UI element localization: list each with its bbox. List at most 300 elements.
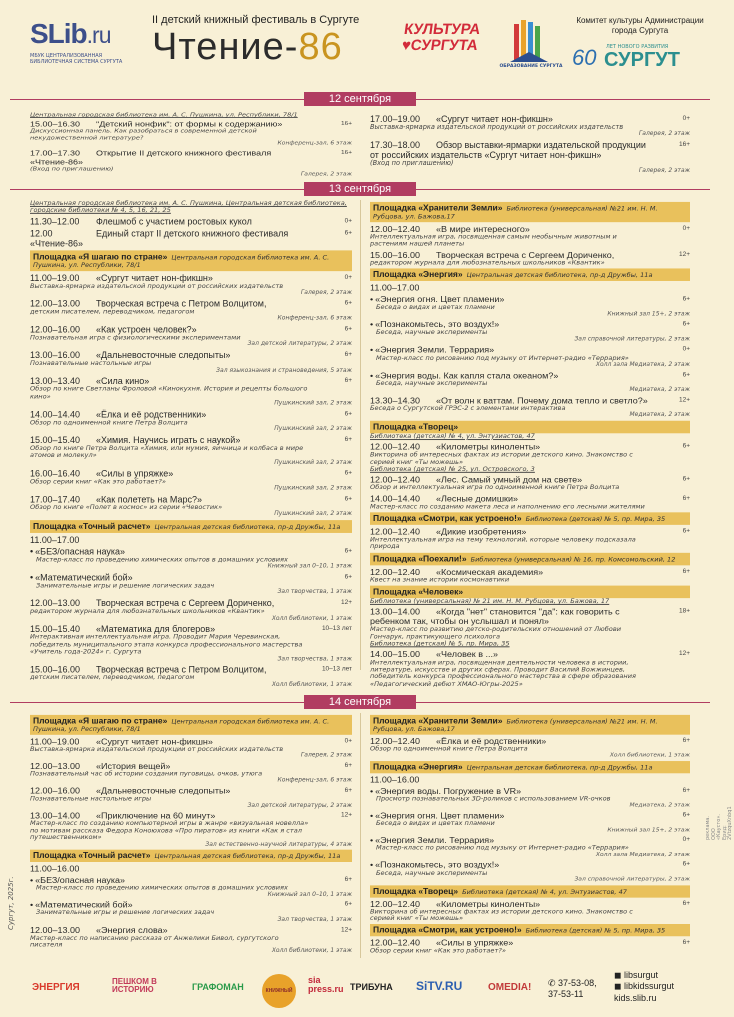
- event-title-line: [30, 864, 312, 874]
- event-item: [370, 320, 690, 343]
- event-location: Зал детской литературы, 2 этаж: [247, 340, 352, 348]
- event-title: «Дальневосточные следопыты»: [96, 350, 231, 361]
- event-title-line: [30, 149, 312, 166]
- event-location: Пушкинский зал, 2 этаж: [274, 510, 352, 518]
- event-time: 12.00–16.00: [30, 786, 81, 796]
- kultura-logo: КУЛЬТУРА ♥СУРГУТА: [400, 21, 482, 54]
- venue-name: Площадка «Человек»: [373, 586, 464, 597]
- event-description: Викторина об интересных фактах из истории детского кино. Знакомство с серией книг «Ты можешь»: [370, 907, 633, 923]
- event-title: «Лесные домишки»: [436, 493, 519, 504]
- event-item: [370, 114, 690, 138]
- event-item: [30, 665, 352, 689]
- slib-logo[interactable]: SLib.ru: [30, 18, 111, 49]
- social-link-tg[interactable]: ◼ libkidssurgut: [614, 981, 675, 992]
- event-location: Книжный зал 0–10, 1 этаж: [267, 891, 352, 898]
- venue-header: [30, 715, 352, 735]
- event-item: [370, 938, 690, 954]
- event-description: Квест на знание истории космонавтики: [370, 575, 510, 584]
- logo-tribuna: ТРИБУНА: [350, 982, 393, 992]
- age-rating: 12+: [678, 650, 690, 658]
- logo-knizhny: КНИЖНЫЙ: [262, 974, 296, 1008]
- event-time: 11.30–12.00: [30, 216, 80, 227]
- event-title: «Математический бой»: [35, 572, 133, 583]
- event-title: «Сургут читает нон-фикшн»: [436, 114, 553, 124]
- event-time: 11.00–19.00: [30, 736, 80, 747]
- event-location: Конференц-зал, 6 этаж: [277, 314, 352, 322]
- event-time: 12.00–12.40: [370, 567, 421, 577]
- event-title: Творческая встреча с Сергеем Дориченко,: [436, 249, 615, 260]
- event-title: «БЕЗ/опасная наука»: [35, 546, 126, 557]
- phone-icon: ✆: [548, 978, 559, 988]
- anniversary-number: 60: [572, 45, 597, 70]
- event-title: «Энергия огня. Цвет пламени»: [375, 294, 505, 305]
- event-item: [370, 650, 690, 688]
- event-description: Мастер-класс по проведению химических опытов в домашних условиях: [36, 555, 288, 564]
- event-location: Холл библиотеки, 1 этаж: [271, 680, 352, 688]
- event-item: [370, 250, 690, 267]
- event-location: Галерея, 2 этаж: [300, 288, 352, 296]
- event-title-line: [370, 283, 650, 293]
- event-description: Обзор по книге Светланы Фроловой «Кинокухня. История и рецепты большого кино»: [30, 385, 308, 401]
- venue-address: Библиотека (универсальная) № 21 им. Н. М. Рубцова, ул. Бажова, 17: [370, 597, 610, 605]
- age-rating: 6+: [682, 475, 690, 483]
- event-location: Зал творчества, 1 этаж: [277, 588, 352, 596]
- event-time: 14.00–14.40: [370, 493, 421, 504]
- event-description: Обзор серии книг «Как это работает?»: [30, 477, 166, 486]
- event-description: Мастер-класс по проведению химических опытов в домашних условиях: [36, 884, 288, 892]
- age-rating: 6+: [344, 325, 352, 333]
- event-title: «Энергия Земли. Террария»: [375, 835, 495, 846]
- event-description: Мастер-класс по созданию макета леса и наполнению его лесными жителями: [370, 502, 645, 511]
- event-description: Беседа о видах и цветах пламени: [376, 303, 495, 312]
- event-title: «Энергия огня. Цвет пламени»: [375, 811, 505, 821]
- event-time: 14.00–15.00: [370, 649, 421, 660]
- venue-address: Библиотека (детская) № 5, пр. Мира, 35: [525, 515, 666, 524]
- event-title: «Математика для блогеров»: [96, 624, 216, 635]
- website-link[interactable]: kids.slib.ru: [614, 992, 657, 1003]
- venue-header: [370, 885, 690, 897]
- age-rating: 0+: [344, 273, 352, 281]
- event-description: Беседа, научные эксперименты: [376, 328, 488, 337]
- date-13: 13 сентября: [304, 182, 416, 196]
- age-rating: 6+: [344, 410, 352, 418]
- date-14: 14 сентября: [304, 695, 416, 709]
- event-time: 11.00–16.00: [370, 775, 420, 785]
- venue-header: [370, 761, 690, 773]
- event-description: Познавательная игра с физиологическими экспериментами: [30, 333, 241, 342]
- event-title-line: [370, 607, 650, 626]
- age-rating: 0+: [344, 217, 352, 225]
- festival-title: Чтение-86: [152, 26, 343, 68]
- event-description: Познавательный час об истории создания пуговицы, очков, утюга: [30, 769, 263, 778]
- event-description: Обзор серии книг «Как это работает?»: [370, 946, 506, 955]
- venue-name: Площадка «Я шагаю по стране»: [33, 715, 168, 726]
- venue-address: Центральная детская библиотека, пр-д Дружбы, 11а: [154, 852, 341, 861]
- event-item: [370, 283, 690, 293]
- event-description: детским писателем, переводчиком, педагогом: [30, 673, 195, 682]
- venue-header: [30, 850, 352, 862]
- age-rating: 6+: [344, 299, 352, 307]
- event-description: Обзор по одноименной книге Петра Волцита: [370, 744, 528, 753]
- event-description: Мастер-класс по созданию компьютерной игры в жанре «визуальная новелла» по мотивам рассказа Федора Коноюхова «Про пиратов» из книги «Как я стал путешественником»: [30, 819, 309, 842]
- event-description: Беседа, научные эксперименты: [376, 378, 488, 387]
- venue-name: Площадка «Творец»: [373, 886, 459, 896]
- event-description: Мастер-класс по рисованию под музыку от Интернет-радио «Террария»: [376, 844, 629, 852]
- event-title-line: [30, 216, 312, 226]
- venue-address: Центральная городская библиотека им. А. С. Пушкина, ул. Республики, 78/1: [30, 111, 298, 118]
- event-location: Зал творчества, 1 этаж: [277, 655, 352, 662]
- event-title: «Энергия воды. Как капля стала океаном?»: [375, 370, 559, 380]
- event-title-line: [30, 535, 312, 545]
- event-item: [30, 925, 352, 955]
- event-description: Обзор и интеллектуальная игра по одноименной книге Петра Волцита: [370, 483, 620, 492]
- event-time: 12.00: [30, 228, 53, 239]
- vk-icon: ◼: [614, 970, 624, 980]
- age-rating: 10–13 лет: [321, 665, 352, 673]
- event-item: [370, 736, 690, 759]
- event-item: [370, 836, 690, 859]
- logo-energiya: ЭНЕРГИЯ: [32, 982, 80, 993]
- day14-right-column: [370, 713, 690, 955]
- telegram-icon: ◼: [614, 981, 624, 992]
- event-description: (Вход по приглашению): [30, 165, 114, 172]
- event-item: [370, 527, 690, 551]
- event-item: [370, 140, 690, 174]
- event-title: «Силы в упряжке»: [436, 938, 514, 948]
- age-rating: 6+: [344, 351, 352, 359]
- event-location: Холл библиотеки, 1 этаж: [609, 751, 690, 759]
- event-title: «Человек в ...»: [436, 649, 498, 660]
- event-location: Медиатека, 2 этаж: [629, 411, 690, 419]
- event-title: «Энергия Земли. Террария»: [375, 345, 495, 355]
- event-item: [370, 370, 690, 393]
- event-title: Обзор выставки-ярмарки издательской продукции от российских издательств «Сургут читает нон-фикшн»: [370, 140, 646, 161]
- event-item: [30, 737, 352, 760]
- venue-header: [370, 924, 690, 936]
- event-description: Дискуссионная панель. Как разобраться в современной детской некудожественной литературе?: [30, 127, 257, 141]
- event-title: «Энергия слова»: [96, 925, 168, 935]
- event-item: [370, 345, 690, 368]
- event-description: Выставка-ярмарка издательской продукции от российских издательств: [370, 123, 624, 132]
- event-description: Мастер-класс по написанию рассказа от Анжелики Бивол, сургутского писателя: [30, 933, 279, 949]
- age-rating: 16+: [678, 141, 690, 149]
- event-location: Пушкинский зал, 2 этаж: [274, 484, 352, 492]
- event-location: Галерея, 2 этаж: [300, 752, 352, 759]
- age-rating: 16+: [340, 120, 352, 127]
- venue-name: Площадка «Энергия»: [373, 761, 463, 772]
- age-rating: 6+: [344, 377, 352, 384]
- event-description: редактором журнала для любознательных школьников «Квантик»: [370, 258, 605, 267]
- event-location: Холл зала Медиатека, 2 этаж: [595, 851, 690, 858]
- event-item: [30, 535, 352, 545]
- event-item: [30, 324, 352, 348]
- event-location: Зал справочной литературы, 2 этаж: [574, 335, 690, 343]
- venue-name: Площадка «Точный расчет»: [33, 520, 151, 531]
- event-title: "Детский нонфик": от формы к содержанию»: [96, 119, 283, 129]
- event-time: 13.00–14.00: [30, 811, 81, 821]
- age-rating: 12+: [340, 812, 352, 819]
- age-rating: 6+: [682, 737, 690, 744]
- event-title: «От волн к ваттам. Почему дома тепло и светло?»: [436, 395, 648, 406]
- venue-address: Библиотека (универсальная) №21 им. Н. М. Рубцова, ул. Бажова,17: [373, 204, 658, 221]
- age-rating: 6+: [344, 436, 352, 444]
- venue-name: Площадка «Энергия»: [373, 269, 463, 280]
- date-12: 12 сентября: [304, 92, 416, 106]
- event-title: «Дикие изобретения»: [436, 526, 527, 537]
- event-title: «Дальневосточные следопыты»: [96, 786, 231, 796]
- event-item: [30, 494, 352, 518]
- event-description: Занимательные игры и решение логических задач: [36, 581, 215, 590]
- event-item: [30, 120, 352, 147]
- event-item: [370, 475, 690, 492]
- age-rating: 6+: [682, 567, 690, 575]
- event-item: [30, 786, 352, 809]
- event-location: Книжный зал 15+, 2 этаж: [607, 310, 690, 318]
- age-rating: 6+: [344, 787, 352, 794]
- event-item: [30, 228, 352, 248]
- event-item: [30, 864, 352, 874]
- day13-left-column: [30, 200, 352, 689]
- event-description: Выставка-ярмарка издательской продукции от российских издательств: [30, 745, 284, 753]
- event-location: Медиатека, 2 этаж: [629, 386, 690, 393]
- event-time: 12.00–13.00: [30, 761, 81, 771]
- event-item: [370, 811, 690, 834]
- event-time: 12.00–13.00: [30, 925, 81, 935]
- age-rating: 6+: [682, 295, 690, 303]
- event-time: 15.00–15.40: [30, 624, 81, 635]
- event-title: «Сургут читает нон-фикшн»: [96, 736, 213, 747]
- day14-left-column: [30, 713, 352, 955]
- venue-address: Центральная городская библиотека им. А. С. Пушкина, Центральная детская библиотека, городские библиотеки № 4, 5, 16, 21, 25: [30, 199, 347, 215]
- event-item: [30, 761, 352, 784]
- venue-header: [30, 520, 352, 533]
- surgut-logo: СУРГУТ: [604, 49, 680, 71]
- event-item: [30, 273, 352, 297]
- event-title: «Лес. Самый умный дом на свете»: [436, 474, 583, 485]
- event-title: «В мире интересного»: [436, 223, 530, 234]
- event-time: 12.00–16.00: [30, 324, 81, 335]
- event-time: 11.00–17.00: [370, 282, 420, 293]
- event-item: [30, 409, 352, 433]
- event-item: [370, 395, 690, 418]
- event-item: [30, 811, 352, 848]
- age-rating: 6+: [682, 787, 690, 794]
- event-title: Единый старт II детского книжного фестиваля «Чтение-86»: [30, 228, 289, 249]
- age-rating: 10–13 лет: [321, 625, 352, 633]
- age-rating: 0+: [344, 737, 352, 745]
- event-title: «Как устроен человек?»: [96, 324, 197, 335]
- event-item: [370, 224, 690, 248]
- event-title: «Энергия воды. Погружение в VR»: [375, 786, 522, 796]
- age-rating: 6+: [682, 320, 690, 328]
- age-rating: 0+: [682, 115, 690, 122]
- phone-numbers[interactable]: ✆ 37-53-08, 37-53-11: [548, 978, 597, 1000]
- event-item: [30, 435, 352, 466]
- advert-note: реклама. ООО «Каусто». Ерид: 2VtzquXnbq1: [705, 806, 734, 840]
- age-rating: 12+: [678, 250, 690, 258]
- event-item: [370, 899, 690, 922]
- day13-right-column: [370, 200, 690, 688]
- event-item: [30, 876, 352, 899]
- event-description: Обзор по одноименной книге Петра Волцита: [30, 418, 188, 427]
- event-description: Мастер-класс по развитию детско-родительских отношений от Любови Гончарук, практикующего психолога: [370, 625, 621, 641]
- social-link-vk[interactable]: ◼ libsurgut: [614, 970, 659, 980]
- event-location: Пушкинский зал, 2 этаж: [274, 425, 352, 433]
- event-title: «Как полететь на Марс?»: [96, 494, 202, 504]
- event-title: «Километры киноленты»: [436, 442, 541, 452]
- logo-grafoman: ГРАФОМАН: [192, 982, 244, 992]
- event-location: Зал естественно-научной литературы, 4 этаж: [205, 840, 352, 848]
- event-time: 12.00–12.40: [370, 938, 421, 948]
- event-description: Познавательные настольные игры: [30, 359, 152, 368]
- obrazovanie-label: ОБРАЗОВАНИЕ СУРГУТА: [499, 64, 563, 69]
- age-rating: 6+: [682, 527, 690, 535]
- event-time: 12.00–13.00: [30, 298, 81, 309]
- event-item: [30, 468, 352, 492]
- event-description: Познавательные настольные игры: [30, 794, 152, 803]
- event-description: Беседа о видах и цветах пламени: [376, 819, 495, 828]
- event-time: 12.00–13.00: [30, 598, 81, 609]
- venue-address: Центральная детская библиотека, пр-д Дружбы, 11а: [466, 271, 653, 280]
- age-rating: 12+: [340, 599, 352, 607]
- event-item: [30, 624, 352, 662]
- event-item: [370, 567, 690, 584]
- event-location: Галерея, 2 этаж: [638, 130, 690, 138]
- event-time: 13.30–14.30: [370, 395, 421, 406]
- slib-logo-subtitle: МБУК ЦЕНТРАЛИЗОВАННАЯ БИБЛИОТЕЧНАЯ СИСТЕМА СУРГУТА: [30, 53, 123, 65]
- event-title: «Когда "нет" становится "да": как говорить с ребенком так, чтобы он услышал и понял»: [370, 607, 620, 627]
- event-time: 17.00–17.40: [30, 494, 81, 504]
- event-location: Зал языкознания и страноведения, 5 этаж: [216, 366, 352, 374]
- event-title: «Космическая академия»: [436, 567, 544, 577]
- footer: [0, 962, 720, 1017]
- age-rating: 6+: [344, 469, 352, 477]
- festival-subtitle: II детский книжный фестиваль в Сургуте: [152, 14, 360, 26]
- venue-header: [370, 421, 690, 433]
- venue-header: [370, 512, 690, 524]
- event-location: Зал творчества, 1 этаж: [277, 915, 352, 923]
- age-rating: 6+: [344, 901, 352, 908]
- age-rating: 12+: [340, 926, 352, 933]
- venue-address: Библиотека (детская) № 5, пр. Мира, 35: [370, 639, 510, 648]
- event-item: [30, 350, 352, 374]
- event-item: [30, 598, 352, 622]
- event-time: 11.00–16.00: [30, 864, 80, 874]
- logo-omedia: OMEDIA!: [488, 982, 532, 993]
- event-title-line: [370, 140, 650, 160]
- venue-name: Площадка «Поехали!»: [373, 553, 467, 564]
- event-time: 17.00–17.30: [30, 148, 81, 158]
- event-time: 11.00–19.00: [30, 272, 80, 283]
- event-time: 12.00–12.40: [370, 736, 421, 746]
- age-rating: 18+: [678, 608, 690, 615]
- event-title: «Километры киноленты»: [436, 899, 541, 909]
- event-item: [370, 442, 690, 466]
- event-item: [30, 547, 352, 571]
- venue-address: Библиотека (детская) № 5, пр. Мира, 35: [525, 927, 666, 935]
- venue-name: Площадка «Творец»: [373, 421, 459, 432]
- venue-name: Площадка «Смотри, как устроено!»: [373, 513, 522, 524]
- event-description: Интеллектуальная игра, посвященная самым необычным животным и растениям нашей планеты: [370, 232, 617, 248]
- venue-address: Центральная детская библиотека, пр-д Дружбы, 11а: [154, 522, 341, 531]
- event-title: «История вещей»: [96, 761, 171, 771]
- event-title-line: [370, 775, 650, 784]
- event-description: Мастер-класс по рисованию под музыку от Интернет-радио «Террария»: [376, 353, 629, 362]
- event-title: «Ёлка и её родственники»: [436, 736, 547, 746]
- age-rating: 6+: [344, 876, 352, 884]
- event-description: Интерактивная интеллектуальная игра. Проводит Мария Черевинская, победитель муниципального этапа конкурса профессионального мастерства «Учитель года-2024» г. Сургута: [30, 633, 303, 656]
- event-title: Флешмоб с участием ростовых кукол: [96, 216, 252, 227]
- event-item: [370, 786, 690, 809]
- day12-left-column: [30, 112, 352, 178]
- logo-siapress: sia press.ru: [308, 975, 344, 995]
- age-rating: 6+: [344, 573, 352, 581]
- event-title: Творческая встреча с Сергеем Дориченко,: [96, 598, 275, 609]
- age-rating: 6+: [682, 861, 690, 868]
- event-description: Просмотр познавательных 3D-роликов с использованием VR-очков: [376, 794, 611, 803]
- event-title: Творческая встреча с Петром Волцитом,: [96, 664, 267, 675]
- event-time: 11.00–17.00: [30, 534, 80, 545]
- event-description: редактором журнала для любознательных школьников «Квантик»: [30, 607, 265, 616]
- event-description: Викторина об интересных фактах из истории детского кино. Знакомство с серией книг «Ты можешь»: [370, 450, 633, 466]
- age-rating: 6+: [344, 547, 352, 555]
- komitet-title: Комитет культуры Администрации города Сургута: [576, 16, 704, 36]
- event-time: 13.00–16.00: [30, 350, 81, 361]
- event-location: Холл библиотеки, 1 этаж: [271, 614, 352, 622]
- event-time: 15.00–16.30: [30, 119, 81, 129]
- event-time: 14.00–14.40: [30, 409, 81, 420]
- event-title: «Ёлка и её родственники»: [96, 409, 207, 420]
- event-location: Холл библиотеки, 1 этаж: [271, 947, 352, 955]
- age-rating: 6+: [682, 812, 690, 819]
- event-item: [30, 376, 352, 407]
- surgut-note: ЛЕТ НОВОГО РАЗВИТИЯ: [606, 44, 669, 50]
- venue-address: Центральная детская библиотека, пр-д Дружбы, 11а: [466, 763, 653, 772]
- event-item: [370, 775, 690, 784]
- event-title: «Познакомьтесь, это воздух!»: [375, 860, 500, 870]
- event-description: (Вход по приглашению): [370, 159, 454, 168]
- event-description: Обзор по книге Петра Волцита «Химия, или мумия, яичница и колбаса в мире атомов и молекул»: [30, 444, 304, 460]
- event-time: 12.00–12.40: [370, 474, 421, 485]
- event-item: [370, 860, 690, 883]
- event-time: 12.00–12.40: [370, 442, 421, 452]
- age-rating: 0+: [682, 345, 690, 353]
- venue-address: Библиотека (детская) № 4, ул. Энтузиастов, 47: [462, 887, 627, 896]
- event-time: 17.00–19.00: [370, 114, 421, 124]
- event-time: 12.00–12.40: [370, 526, 421, 537]
- column-divider: [360, 200, 361, 670]
- event-description: Беседа, научные эксперименты: [376, 868, 488, 877]
- event-time: 12.00–12.40: [370, 223, 421, 234]
- header: [0, 0, 720, 86]
- age-rating: 6+: [344, 762, 352, 769]
- event-item: [30, 216, 352, 226]
- logo-sitv: SiTV.RU: [416, 979, 463, 993]
- venue-header: [30, 250, 352, 271]
- venue-header: [370, 202, 690, 222]
- event-location: Зал детской литературы, 2 этаж: [247, 801, 352, 809]
- venue-address: Центральная городская библиотека им. А. С. Пушкина, ул. Республики, 78/1: [33, 253, 330, 269]
- event-title: «Силы в упряжке»: [96, 468, 174, 479]
- event-description: Беседа о Сургутской ГРЭС-2 с элементами интерактива: [370, 404, 566, 412]
- event-title: «БЕЗ/опасная наука»: [35, 875, 126, 885]
- age-rating: 6+: [682, 371, 690, 378]
- event-title: «Химия. Научись играть с наукой»: [96, 435, 241, 445]
- event-title: «Математический бой»: [35, 900, 133, 910]
- event-location: Пушкинский зал, 2 этаж: [274, 399, 352, 407]
- logo-peshkom: ПЕШКОМ В ИСТОРИЮ: [112, 977, 157, 995]
- city-year: Сургут, 2025г.: [7, 876, 15, 930]
